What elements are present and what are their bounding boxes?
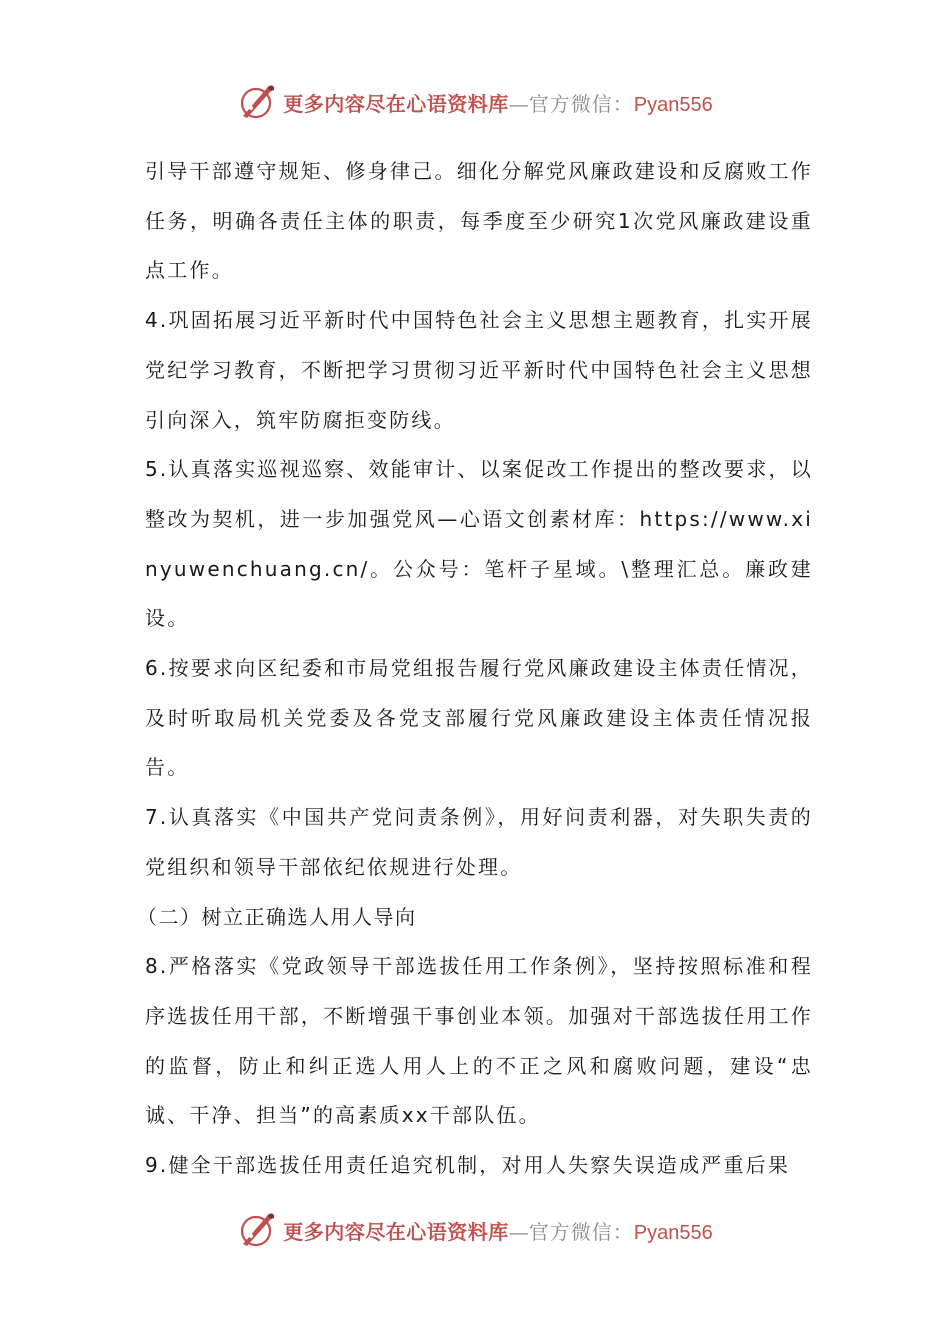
section-heading: （二）树立正确选人用人导向 — [137, 904, 417, 929]
paragraph-item-8: 8.严格落实《党政领导干部选拔任用工作条例》，坚持按照标准和程序选拔任用干部，不断增强干事创业本领。加强对干部选拔任用工作的监督，防止和纠正选人用人上的不正之风和腐败问题，建设“忠诚、干净、担当”的高素质xx干部队伍。 — [145, 954, 813, 1128]
paragraph-item-5: 5.认真落实巡视巡察、效能审计、以案促改工作提出的整改要求，以整改为契机，进一步加强党风—心语文创素材库：https://www.xinyuwenchuang.cn/。公众号：笔杆子星域。\整理汇总。廉政建设。 — [145, 457, 813, 631]
quill-pen-icon — [237, 1210, 277, 1250]
banner-wechat-id: Pyan556 — [633, 93, 713, 116]
banner-separator: — — [508, 1219, 529, 1244]
banner-main-text: 更多内容尽在心语资料库 — [283, 91, 509, 116]
footer-banner-text — [283, 1216, 712, 1245]
paragraph-item-4: 4.巩固拓展习近平新时代中国特色社会主义思想主题教育，扎实开展党纪学习教育，不断把学习贯彻习近平新时代中国特色社会主义思想引向深入，筑牢防腐拒变防线。 — [145, 308, 813, 432]
banner-main-text: 更多内容尽在心语资料库 — [283, 1219, 509, 1244]
paragraph-continuation: 引导干部遵守规矩、修身律己。细化分解党风廉政建设和反腐败工作任务，明确各责任主体的职责，每季度至少研究1次党风廉政建设重点工作。 — [145, 159, 813, 283]
paragraph-item-7: 7.认真落实《中国共产党问责条例》，用好问责利器，对失职失责的党组织和领导干部依纪依规进行处理。 — [145, 805, 813, 879]
header-banner-content — [237, 82, 712, 122]
paragraph-item-9: 9.健全干部选拔任用责任追究机制，对用人失察失误造成严重后果 — [145, 1153, 791, 1178]
banner-wechat-id: Pyan556 — [633, 1221, 713, 1244]
banner-wechat-label: 官方微信： — [528, 91, 634, 116]
banner-wechat-label: 官方微信： — [528, 1219, 634, 1244]
footer-banner-content — [237, 1210, 712, 1250]
header-banner — [0, 80, 950, 124]
banner-separator: — — [508, 91, 529, 116]
header-banner-text — [283, 88, 712, 117]
paragraph-item-6: 6.按要求向区纪委和市局党组报告履行党风廉政建设主体责任情况，及时听取局机关党委及各党支部履行党风廉政建设主体责任情况报告。 — [145, 656, 813, 780]
footer-banner — [0, 1208, 950, 1252]
document-body — [137, 147, 813, 1191]
quill-pen-icon — [237, 82, 277, 122]
